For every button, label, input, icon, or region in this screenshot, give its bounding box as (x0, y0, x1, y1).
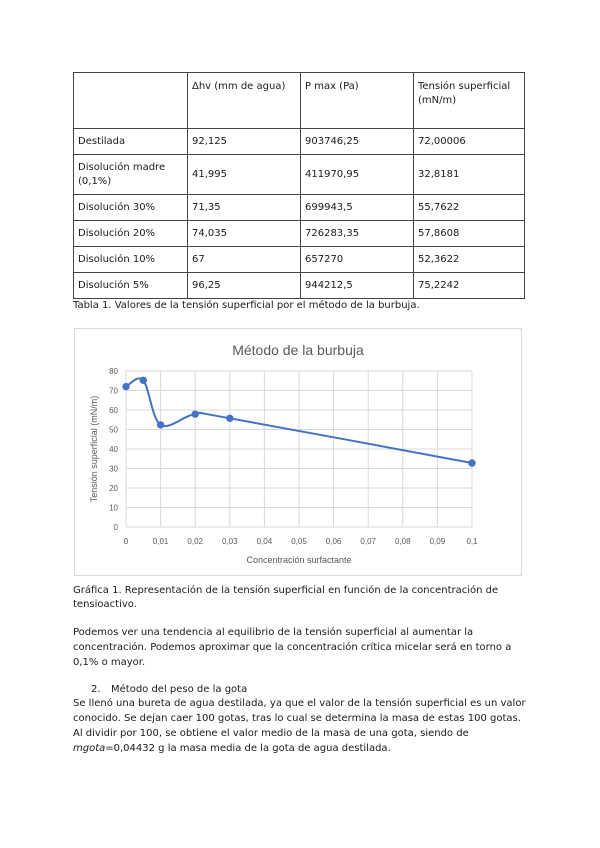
x-tick-label: 0,09 (429, 537, 446, 546)
table-header-row (74, 73, 525, 129)
table-cell: 657270 (301, 247, 414, 273)
table-row (74, 247, 525, 273)
section-heading (91, 683, 247, 697)
data-point (140, 377, 146, 383)
table-cell: 411970,95 (301, 155, 414, 195)
x-axis-title: Concentración surfactante (246, 555, 352, 565)
table-row (74, 221, 525, 247)
paragraph-text: Se llenó una bureta de agua destilada, ya que el valor de la tensión superficial es un valor conocido. Se dejan caer 100 gotas, tras lo cual se determina la masa de estas 100 gotas. Al dividir por 100, se obtiene el valor medio de la masa de una gota, siendo de (73, 698, 526, 739)
table-cell: 57,8608 (414, 221, 525, 247)
data-point (227, 415, 233, 421)
table-cell: 96,25 (188, 273, 301, 299)
x-tick-label: 0,05 (291, 537, 307, 546)
x-tick-label: 0,01 (152, 537, 169, 546)
table-cell: 72,00006 (414, 129, 525, 155)
table-cell: 32,8181 (414, 155, 525, 195)
table-cell: 726283,35 (301, 221, 414, 247)
chart-caption: Gráfica 1. Representación de la tensión superficial en función de la concentración de tensioactivo. (73, 585, 499, 610)
data-point (192, 411, 198, 417)
table-cell: 74,035 (188, 221, 301, 247)
table-caption: Tabla 1. Valores de la tensión superficial por el método de la burbuja. (73, 300, 420, 311)
table-cell: 71,35 (188, 195, 301, 221)
table-cell: 41,995 (188, 155, 301, 195)
paragraph-drop-weight (73, 696, 533, 756)
variable-mgota: mgota (73, 743, 106, 754)
x-tick-label: 0,02 (187, 537, 203, 546)
y-tick-label: 70 (109, 386, 118, 396)
table-row-label: Disolución 5% (74, 273, 188, 299)
chart-title: Método de la burbuja (232, 342, 364, 358)
table-header-cell: P max (Pa) (301, 73, 414, 129)
table-cell: 92,125 (188, 129, 301, 155)
x-tick-label: 0,07 (360, 537, 376, 546)
y-tick-label: 30 (109, 464, 118, 474)
y-axis-title: Tensión superficial (mN/m) (89, 395, 99, 503)
table-header-cell: Δhv (mm de agua) (188, 73, 301, 129)
table-row-label: Disolución 20% (74, 221, 188, 247)
table-row (74, 129, 525, 155)
table-row-label: Disolución 10% (74, 247, 188, 273)
table-cell: 903746,25 (301, 129, 414, 155)
table-cell: 67 (188, 247, 301, 273)
table-row (74, 273, 525, 299)
section-title: Método del peso de la gota (111, 684, 248, 695)
y-tick-label: 20 (109, 484, 118, 493)
data-point (469, 460, 475, 466)
x-tick-label: 0,1 (466, 537, 478, 546)
data-point (123, 383, 129, 389)
table-cell: 75,2242 (414, 273, 525, 299)
table-row-label: Destilada (74, 129, 188, 155)
x-tick-label: 0,08 (395, 537, 411, 546)
chart-container (74, 328, 522, 576)
data-point (157, 422, 163, 428)
surface-tension-table (73, 72, 525, 299)
y-tick-label: 0 (113, 523, 118, 532)
table-cell: 944212,5 (301, 273, 414, 299)
table-row (74, 155, 525, 195)
paragraph-equilibrium: Podemos ver una tendencia al equilibrio de la tensión superficial al aumentar la concentración. Podemos aproximar que la concentración crítica micelar será en torno a 0,1% o mayor. (73, 627, 512, 668)
x-tick-label: 0,03 (222, 537, 238, 546)
bubble-method-chart (75, 329, 521, 575)
section-number: 2. (91, 684, 101, 695)
y-tick-label: 50 (109, 425, 118, 435)
y-tick-label: 80 (109, 367, 118, 376)
table-cell: 52,3622 (414, 247, 525, 273)
table-row-label: Disolución madre (0,1%) (74, 155, 188, 195)
table-cell: 55,7622 (414, 195, 525, 221)
table-header-cell (74, 73, 188, 129)
y-tick-label: 40 (109, 445, 118, 454)
y-tick-label: 10 (109, 503, 118, 513)
x-tick-label: 0,04 (256, 537, 273, 546)
table-cell: 699943,5 (301, 195, 414, 221)
paragraph-text: =0,04432 g la masa media de la gota de agua destilada. (105, 743, 391, 754)
x-tick-label: 0 (123, 537, 129, 546)
x-tick-label: 0,06 (325, 537, 342, 546)
table-header-cell: Tensión superficial (mN/m) (414, 73, 525, 129)
table-row (74, 195, 525, 221)
y-tick-label: 60 (109, 406, 118, 415)
table-row-label: Disolución 30% (74, 195, 188, 221)
